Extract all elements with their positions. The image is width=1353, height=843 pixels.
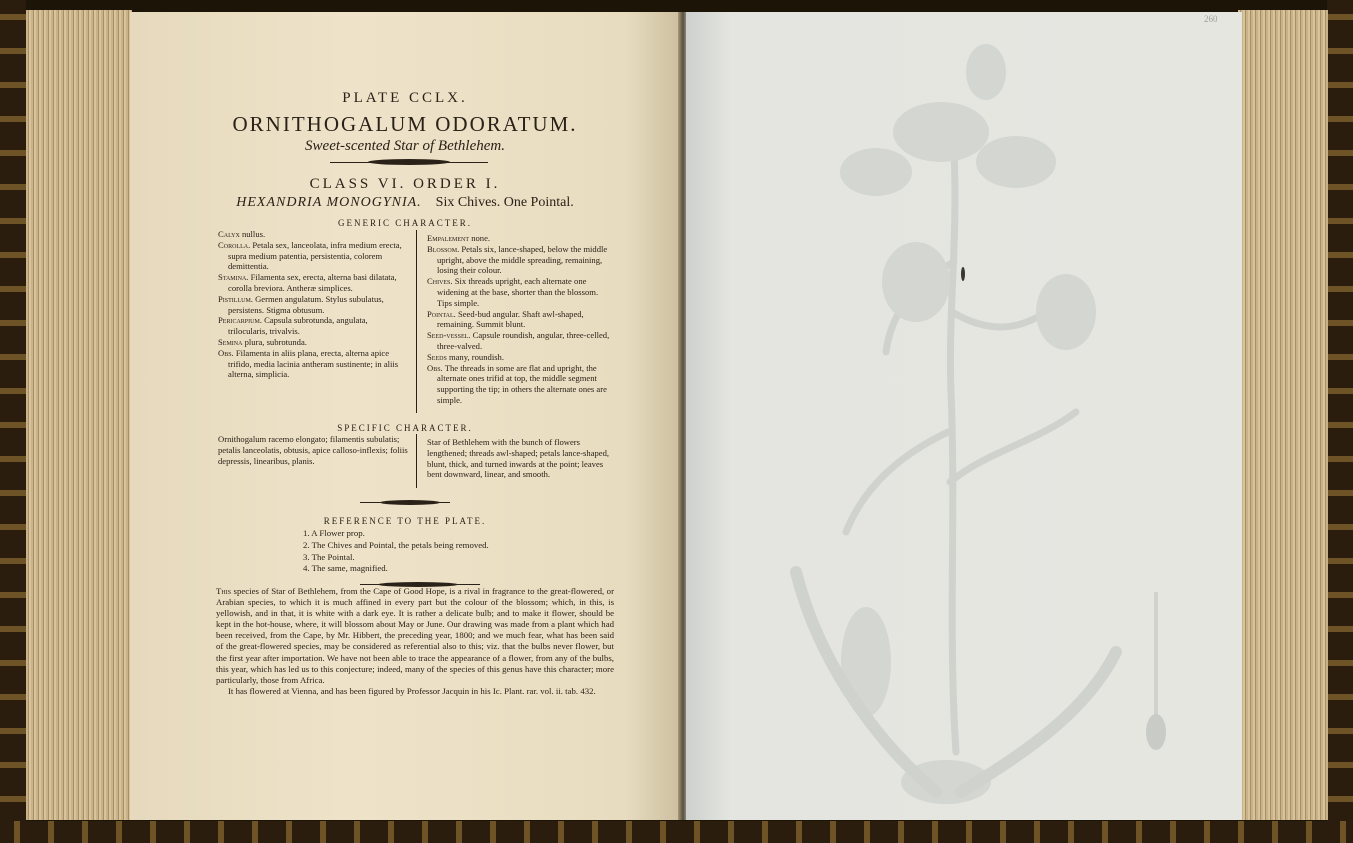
generic-entry-term: Calyx — [218, 229, 240, 239]
generic-entry — [218, 348, 408, 380]
reference-item: 2. The Chives and Pointal, the petals being removed. — [303, 539, 489, 550]
generic-entry-term: Obs. — [218, 347, 234, 358]
generic-entry-text: Filamenta in aliis plana, erecta, alterna apice trifido, media lacinia antheram sustinente; in aliis alterna, simplicia. — [228, 347, 399, 380]
generic-entry — [427, 244, 613, 276]
plant-flower — [893, 102, 989, 162]
generic-entry-text: Germen angulatum. Stylus subulatus, persistens. Stigma obtusum. — [228, 293, 384, 315]
section-ornament — [380, 500, 440, 505]
specific-latin — [218, 434, 408, 466]
generic-entry — [218, 315, 408, 337]
right-cover-border — [1327, 0, 1353, 843]
generic-entry-term: Obs. — [427, 362, 443, 373]
generic-entry — [427, 276, 613, 308]
generic-entry-text: Petals six, lance-shaped, below the middle upright, above the middle spreading, remaining, losing their colour. — [437, 243, 608, 276]
generic-entry-text: Seed-bud angular. Shaft awl-shaped, remaining. Summit blunt. — [437, 308, 584, 330]
generic-entry — [218, 229, 408, 240]
generic-entry-term: Seeds — [427, 351, 447, 362]
class-line — [130, 195, 680, 211]
generic-entry-text: Filamenta sex, erecta, alterna basi dilatata, corolla breviora. Antheræ simplices. — [228, 272, 397, 293]
specific-heading: SPECIFIC CHARACTER. — [337, 423, 473, 433]
generic-heading: GENERIC CHARACTER. — [337, 218, 472, 228]
specific-english — [427, 437, 613, 480]
generic-entry-text: Capsula subrotunda, angulata, trilocularis, trivalvis. — [228, 315, 368, 337]
left-page-edges — [26, 10, 132, 820]
generic-entry — [427, 352, 613, 363]
generic-entry — [218, 294, 408, 316]
reference-item: 4. The same, magnified. — [303, 563, 388, 574]
column-divider — [416, 230, 417, 413]
right-page — [686, 12, 1242, 820]
generic-entry — [427, 309, 613, 331]
generic-entry-term: Pointal. — [427, 308, 456, 319]
specific-latin-text: Ornithogalum racemo elongato; filamentis subulatis; petalis lanceolatis, obtusis, apice calloso-inflexis; foliis depressis, linearibus, planis. — [218, 434, 408, 466]
reference-item: 3. The Pointal. — [303, 551, 355, 562]
generic-entry-term: Seed-vessel. — [427, 330, 471, 341]
generic-entry-term: Semina — [218, 336, 243, 347]
plant-flower — [976, 136, 1056, 188]
reference-heading: REFERENCE TO THE PLATE. — [323, 516, 487, 526]
generic-entry — [218, 337, 408, 348]
generic-entry-text: nullus. — [241, 229, 266, 239]
generic-entry-term: Chives. — [427, 276, 453, 287]
plant-bud — [966, 44, 1006, 100]
generic-entry — [427, 330, 613, 352]
plant-flower — [840, 148, 912, 196]
bottom-cover-border — [0, 821, 1353, 843]
class-english: Six Chives. One Pointal. — [435, 195, 574, 210]
body-text — [216, 586, 614, 697]
generic-entry-term: Empalement — [427, 233, 470, 243]
generic-english-column — [427, 233, 613, 406]
column-divider — [416, 434, 417, 488]
generic-entry — [218, 240, 408, 272]
generic-entry-text: Petala sex, lanceolata, infra medium erecta, supra medium patentia, persistentia, colorem demittentia. — [228, 239, 402, 272]
generic-entry-text: Capsule roundish, angular, three-celled, three-valved. — [437, 330, 610, 351]
generic-entry-term: Pericarpium. — [218, 315, 262, 326]
generic-entry-text: none. — [471, 233, 491, 243]
class-order: CLASS VI. ORDER I. — [309, 176, 501, 192]
generic-entry-term: Stamina. — [218, 272, 249, 283]
generic-entry-text: many, roundish. — [448, 351, 504, 362]
plate-subtitle-text: Sweet-scented Star of Bethlehem. — [305, 138, 505, 154]
generic-entry-term: Corolla. — [218, 239, 251, 250]
generic-entry-term: Blossom. — [427, 243, 460, 254]
right-page-number: 260 — [1204, 14, 1218, 24]
body-paragraph — [216, 586, 614, 686]
generic-entry-text: plura, subrotunda. — [244, 336, 307, 347]
ghost-plant-illustration — [686, 12, 1242, 820]
generic-entry — [218, 272, 408, 294]
generic-entry-text: The threads in some are flat and upright, the alternate ones trifid at top, the middle segment supporting the tip; in others the alternate ones are simple. — [437, 362, 607, 405]
plant-pistil-detail — [1146, 714, 1166, 750]
specific-english-text: Star of Bethlehem with the bunch of flowers lengthened; threads awl-shaped; petals lance-shaped, blunt, thick, and turned inwards at the point; leaves bent downward, linear, and smooth. — [427, 437, 610, 480]
generic-entry — [427, 363, 613, 406]
title-ornament — [368, 159, 450, 165]
left-cover-border — [0, 0, 26, 843]
plate-subtitle — [130, 138, 680, 155]
plate-title: ORNITHOGALUM ODORATUM. — [232, 112, 578, 136]
body-first-word: This — [216, 586, 232, 596]
body-paragraph-1: species of Star of Bethlehem, from the Cape of Good Hope, is a rival in fragrance to the great-flowered, or Arabian species, to which it is much affined in every part but the colour of the blossom; which, in this, is yellowish, and in that, it is white with a dark eye. It is rather a delicate bulb; and to make it flower, should be kept in the hot-house, where, it will blossom about May or June. Our drawing was made from a plant which had been received, from the Cape, by Mr. Hibbert, the preceding year, 1800; and we much fear, what has been said of the great-flowered species, may be considered as referential also to this; viz. that the bulbs never flower, but the first year after importation. We have not been able to trace the appearance of a flower, from any of the bulbs, this year, which has led us to this conjecture; indeed, many of the species of this genus have this character; more particularly, those from Africa. — [216, 586, 614, 685]
right-page-edges — [1238, 10, 1328, 820]
generic-entry-term: Pistillum. — [218, 293, 253, 304]
plant-leaf — [961, 652, 1116, 792]
plant-stem — [950, 152, 956, 752]
body-paragraph-2: It has flowered at Vienna, and has been figured by Professor Jacquin in his Ic. Plant. rar. vol. ii. tab. 432. — [228, 685, 596, 696]
generic-entry-text: Six threads upright, each alternate one widening at the base, shorter than the blossom. Tips simple. — [437, 276, 599, 308]
generic-latin-column — [218, 229, 408, 380]
class-latin: HEXANDRIA MONOGYNIA. — [236, 195, 422, 210]
reference-list — [303, 528, 489, 575]
plant-flower — [882, 242, 950, 322]
plate-number: PLATE CCLX. — [342, 90, 468, 106]
generic-entry — [427, 233, 613, 244]
plant-flower — [1036, 274, 1096, 350]
reference-item: 1. A Flower prop. — [303, 528, 365, 538]
